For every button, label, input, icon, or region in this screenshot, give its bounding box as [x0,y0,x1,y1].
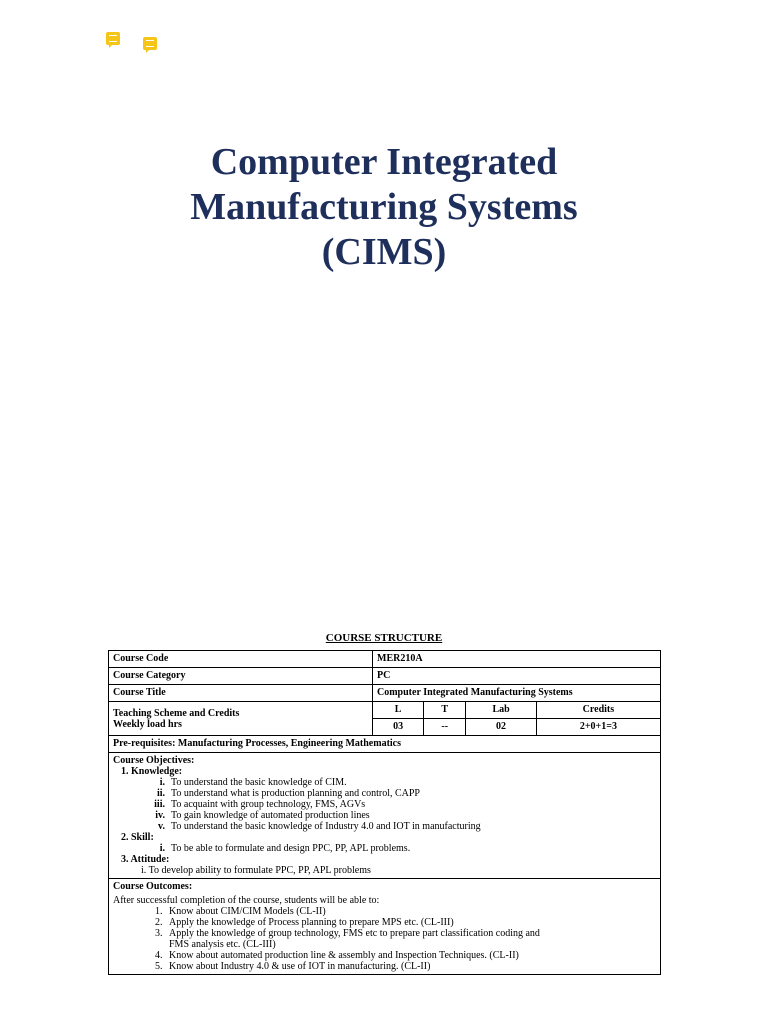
list-item: FMS analysis etc. (CL-III) [169,939,276,950]
course-title-label: Course Title [109,685,373,702]
table-row [109,651,661,668]
knowledge-heading: 1. Knowledge: [121,766,183,777]
title-line-3: (CIMS) [321,231,447,273]
scheme-header-lab: Lab [466,702,537,719]
table-row [109,702,661,719]
list-item: i. To understand the basic knowledge of CIM. [159,777,347,788]
document-title [0,140,768,275]
table-row [109,753,661,879]
table-row [109,685,661,702]
list-item: 4. Know about automated production line & assembly and Inspection Techniques. (CL-II) [155,950,519,961]
skill-heading: 2. Skill: [121,832,154,843]
list-item: 5. Know about Industry 4.0 & use of IOT in manufacturing. (CL-II) [155,961,431,972]
prerequisites: Pre-requisites: Manufacturing Processes, Engineering Mathematics [109,736,661,753]
course-category-value: PC [373,668,661,685]
outcomes-heading: Course Outcomes: [113,881,193,892]
list-item: i. To be able to formulate and design PPC, PP, APL problems. [159,843,411,854]
table-row [109,736,661,753]
table-row [109,879,661,975]
list-item: iv. To gain knowledge of automated production lines [155,810,370,821]
course-structure-heading: COURSE STRUCTURE [325,632,443,644]
list-item: iii. To acquaint with group technology, FMS, AGVs [154,799,366,810]
scheme-header-l: L [373,702,424,719]
scheme-value-lab: 02 [466,719,537,736]
scheme-value-t: -- [424,719,466,736]
teaching-scheme-label-line-2: Weekly load hrs [113,718,182,730]
course-objectives-cell [109,753,661,879]
scheme-header-credits: Credits [536,702,660,719]
attitude-heading: 3. Attitude: [121,854,170,865]
teaching-scheme-label [109,702,373,736]
objectives-heading: Course Objectives: [113,755,195,766]
title-line-2: Manufacturing Systems [190,186,578,228]
list-item: 2. Apply the knowledge of Process planning to prepare MPS etc. (CL-III) [155,917,454,928]
course-category-label: Course Category [109,668,373,685]
teaching-scheme-label-line-1: Teaching Scheme and Credits [113,707,240,719]
list-item: 3. Apply the knowledge of group technology, FMS etc to prepare part classification coding and [155,928,540,939]
course-title-value: Computer Integrated Manufacturing Systems [373,685,661,702]
scheme-value-l: 03 [373,719,424,736]
list-item: 1. Know about CIM/CIM Models (CL-II) [155,906,326,917]
scheme-header-t: T [424,702,466,719]
course-code-label: Course Code [109,651,373,668]
list-item: ii. To understand what is production planning and control, CAPP [156,788,420,799]
comment-note-icon[interactable] [106,32,120,45]
course-structure-table [108,650,661,975]
course-code-value: MER210A [373,651,661,668]
title-line-1: Computer Integrated [210,141,558,183]
comment-note-icon[interactable] [143,37,157,50]
list-item: i. To develop ability to formulate PPC, PP, APL problems [141,865,371,876]
table-row [109,668,661,685]
scheme-value-credits: 2+0+1=3 [536,719,660,736]
course-outcomes-cell [109,879,661,975]
outcomes-intro: After successful completion of the course, students will be able to: [113,895,380,906]
list-item: v. To understand the basic knowledge of Industry 4.0 and IOT in manufacturing [158,821,481,832]
